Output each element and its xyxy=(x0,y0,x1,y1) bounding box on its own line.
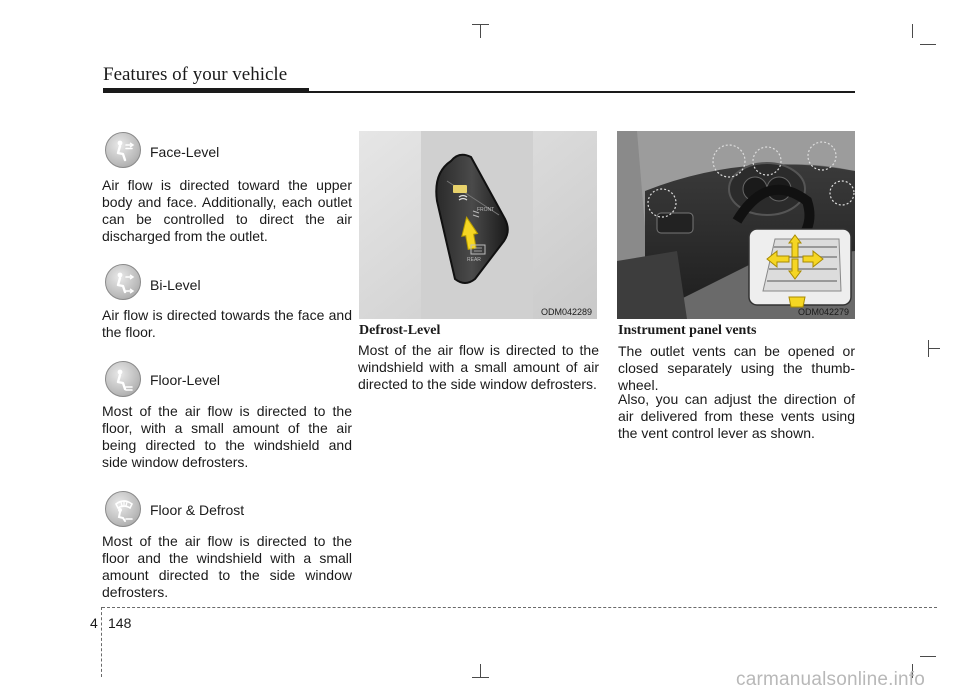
crop-mark-top-center-h xyxy=(472,24,489,25)
floor-defrost-label: Floor & Defrost xyxy=(150,502,245,518)
page-section-number: 4 xyxy=(90,615,98,631)
bi-level-description: Air flow is directed towards the face and the floor. xyxy=(102,307,352,340)
defrost-switch-figure xyxy=(359,131,597,319)
face-level-label: Face-Level xyxy=(150,144,220,160)
crop-mark-top-right-v xyxy=(912,24,913,38)
header-rule-thin xyxy=(309,91,855,93)
bi-level-label: Bi-Level xyxy=(150,277,201,293)
floor-level-icon xyxy=(105,361,141,397)
footer-dashed-rule xyxy=(102,607,937,608)
vents-description-1: The outlet vents can be opened or closed separately using the thumb-wheel. xyxy=(618,343,855,393)
face-level-icon xyxy=(105,132,141,168)
floor-defrost-icon xyxy=(105,491,141,527)
instrument-panel-vents-heading: Instrument panel vents xyxy=(618,323,757,338)
vents-figure-code: ODM042279 xyxy=(798,307,850,317)
rear-switch-label: REAR xyxy=(467,257,481,263)
header-rule-thick xyxy=(103,88,309,93)
footer-dashed-divider xyxy=(101,607,102,677)
floor-level-description: Most of the air flow is directed to the floor, with a small amount of the air being directed to the windshield and side window defrosters. xyxy=(102,403,352,470)
instrument-panel-vents-figure xyxy=(617,131,855,319)
crop-mark-bottom-center-v xyxy=(480,664,481,678)
floor-level-label: Floor-Level xyxy=(150,372,221,388)
crop-mark-bottom-center-h xyxy=(472,677,489,678)
front-switch-label: FRONT xyxy=(477,207,495,213)
site-watermark: carmanualsonline.info xyxy=(736,669,926,690)
crop-mark-top-center-v xyxy=(480,24,481,38)
page-header-title: Features of your vehicle xyxy=(103,64,288,85)
defrost-figure-code: ODM042289 xyxy=(541,307,593,317)
crop-mark-right-center-h xyxy=(928,348,940,349)
face-level-description: Air flow is directed toward the upper body and face. Additionally, each outlet can be controlled to direct the air discharged from the outlet. xyxy=(102,177,352,244)
crop-mark-bottom-right-h xyxy=(920,656,936,657)
floor-defrost-description: Most of the air flow is directed to the floor and the windshield with a small amount directed to the side window defrosters. xyxy=(102,533,352,600)
crop-mark-top-right-h xyxy=(920,44,936,45)
bi-level-icon xyxy=(105,264,141,300)
page-number: 148 xyxy=(108,615,132,631)
defrost-level-description: Most of the air flow is directed to the windshield with a small amount of air directed to the side window defrosters. xyxy=(358,342,599,392)
vents-description-2: Also, you can adjust the direction of air delivered from these vents using the vent control lever as shown. xyxy=(618,391,855,441)
defrost-level-heading: Defrost-Level xyxy=(359,323,441,338)
